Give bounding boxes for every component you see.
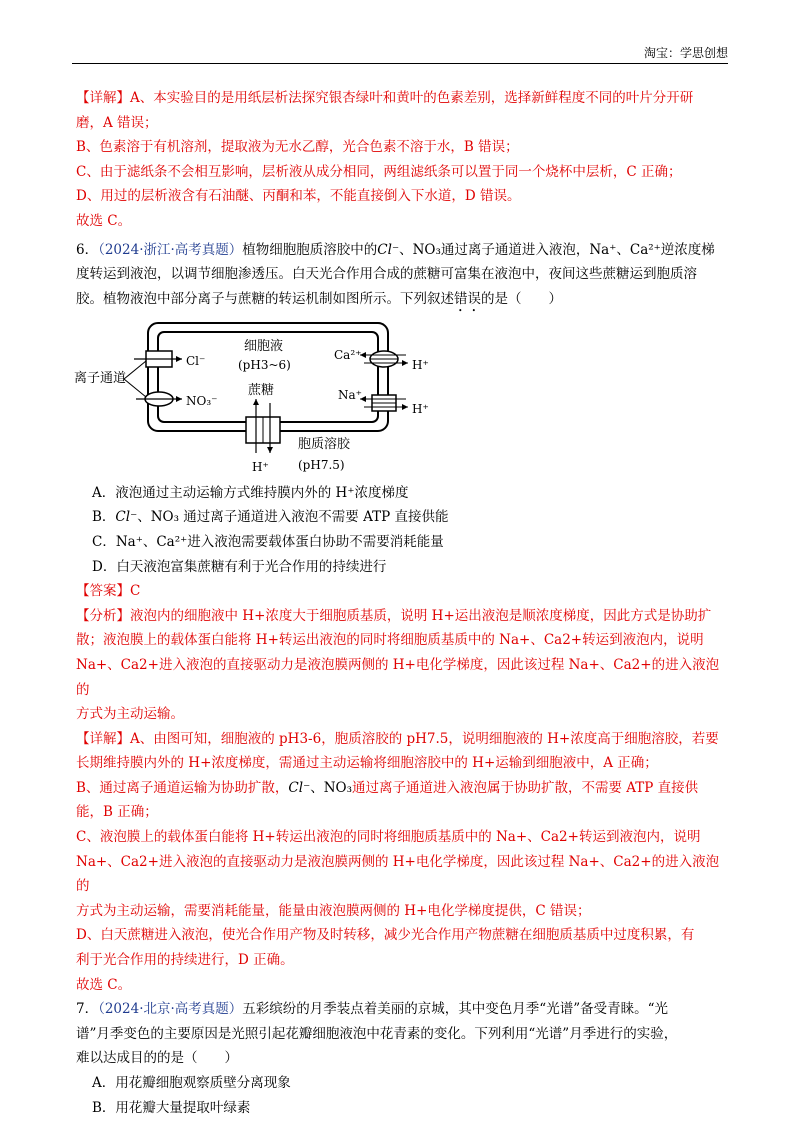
label-cl: Cl⁻ — [186, 353, 206, 368]
label-cytosol: 胞质溶胶 — [298, 436, 351, 452]
question-7: 7．（2024·北京·高考真题）五彩缤纷的月季装点着美丽的京城，其中变色月季“光谱”备受青睐。“光 谱”月季变色的主要原因是光照引起花瓣细胞液泡中花青素的变化。下列利用“光谱”月季进行的实验， 难以达成目的的是（ ） A．用花瓣细胞观察质壁分离现象 B．用花瓣大量提取叶绿素 — [76, 997, 726, 1120]
detail-tag: 【详解】 — [76, 90, 130, 106]
ca-antiporter — [360, 351, 408, 367]
q6-options — [76, 481, 726, 579]
q7-source: （2024·北京·高考真题） — [98, 1001, 243, 1018]
label-ca: Ca²⁺ — [334, 347, 362, 362]
diagram-svg — [76, 317, 736, 475]
header-divider — [72, 63, 728, 64]
q6-detail: 【详解】A、由图可知，细胞液的 pH3-6，胞质溶胶的 pH7.5，说明细胞液的 H+浓度高于细胞溶胶，若要 长期维持膜内外的 H+浓度梯度，需通过主动运输将细胞溶胶中的 H+运输到细胞液中，A 正确； B、通过离子通道运输为协助扩散，Cl⁻、NO₃通过离子通道进入液泡属于协助扩散，不需要 ATP 直接供 能，B 正确； C、液泡膜上的载体蛋白能将 H+转运出液泡的同时将细胞质基质中的 Na+、Ca2+转运到液泡内，说明 Na+、Ca2+进入液泡的直接驱动力是液泡膜两侧的 H+电化学梯度，因此该过程 Na+、Ca2+的进入液泡的 方式为主动运输，需要消耗能量，能量由液泡膜两侧的 H+电化学梯度提供，C 错误； D、白天蔗糖进入液泡，使光合作用产物及时转移，减少光合作用产物蔗糖在细胞质基质中过度积累，有 利于光合作用的持续进行，D 正确。 故选 C。 — [76, 730, 720, 993]
option-d[interactable]: D．白天液泡富集蔗糖有利于光合作用的持续进行 — [92, 558, 387, 575]
label-h-ca: H⁺ — [412, 357, 429, 372]
option-b[interactable]: B．Cl⁻、NO₃ 通过离子通道进入液泡不需要 ATP 直接供能 — [92, 509, 449, 526]
shop-label: 淘宝：学思创想 — [643, 46, 728, 60]
question-6: 6．（2024·浙江·高考真题）植物细胞胞质溶胶中的Cl⁻、NO₃通过离子通道进入液泡，Na⁺、Ca²⁺逆浓度梯 度转运到液泡，以调节细胞渗透压。白天光合作用合成的蔗糖可富集在液泡中，夜间这些蔗糖运到胞质溶 胶。植物液泡中部分离子与蔗糖的转运机制如图所示。下列叙述错误的是（ ） 细胞液 (pH3~6) 离子通道 Cl⁻ NO₃⁻ 蔗糖 Ca²⁺ Na⁺ H⁺ H⁺ H⁺ 胞质溶胶 (pH7.5) A．液泡通过主动运输方式维持膜内外的 H⁺浓度梯度 B．Cl⁻、NO₃ 通过离子通道进入液泡不需要 ATP 直接供能 C．Na⁺、Ca²⁺进入液泡需要载体蛋白协助不需要消耗能量 D．白天液泡富集蔗糖有利于光合作用的持续进行 【答案】C 【分析】液泡内的细胞液中 H+浓度大于细胞质基质，说明 H+运出液泡是顺浓度梯度，因此方式是协助扩 散；液泡膜上的载体蛋白能将 H+转运出液泡的同时将细胞质基质中的 Na+、Ca2+转运到液泡内，说明 Na+、Ca2+进入液泡的直接驱动力是液泡膜两侧的 H+电化学梯度，因此该过程 Na+、Ca2+的进入液泡的 方式为主动运输。 【详解】A、由图可知，细胞液的 pH3-6，胞质溶胶的 pH7.5，说明细胞液的 H+浓度高于细胞溶胶，若要 长期维持膜内外的 H+浓度梯度，需通过主动运输将细胞溶胶中的 H+运输到细胞液中，A 正确； B、通过离子通道运输为协助扩散，Cl⁻、NO₃通过离子通道进入液泡属于协助扩散，不需要 ATP 直接供 能，B 正确； C、液泡膜上的载体蛋白能将 H+转运出液泡的同时将细胞质基质中的 Na+、Ca2+转运到液泡内，说明 Na+、Ca2+进入液泡的直接驱动力是液泡膜两侧的 H+电化学梯度，因此该过程 Na+、Ca2+的进入液泡的 方式为主动运输，需要消耗能量，能量由液泡膜两侧的 H+电化学梯度提供，C 错误； D、白天蔗糖进入液泡，使光合作用产物及时转移，减少光合作用产物蔗糖在细胞质基质中过度积累，有 利于光合作用的持续进行，D 正确。 故选 C。 — [76, 238, 726, 998]
label-cytosol-ph: (pH7.5) — [298, 457, 345, 472]
previous-explanation: 【详解】A、本实验目的是用纸层析法探究银杏绿叶和黄叶的色素差别，选择新鲜程度不同的叶片分开研 磨，A 错误； B、色素溶于有机溶剂，提取液为无水乙醇，光合色素不溶于水，B 错误； C、由于滤纸条不会相互影响，层析液从成分相同，两组滤纸条可以置于同一个烧杯中层析，C 正确； D、用过的层析液含有石油醚、丙酮和苯，不能直接倒入下水道，D 错误。 故选 C。 — [76, 90, 694, 229]
label-vacuole: 细胞液 — [244, 338, 284, 354]
label-ion-channel: 离子通道 — [74, 370, 127, 386]
label-h-sucrose: H⁺ — [252, 459, 269, 474]
na-antiporter — [360, 395, 408, 411]
q6-source: （2024·浙江·高考真题） — [98, 241, 243, 258]
q7-option-b[interactable]: B．用花瓣大量提取叶绿素 — [92, 1099, 251, 1116]
sucrose-channel — [246, 399, 280, 453]
vacuole-transport-diagram — [76, 317, 736, 475]
option-a[interactable]: A．液泡通过主动运输方式维持膜内外的 H⁺浓度梯度 — [92, 484, 409, 501]
label-na: Na⁺ — [338, 387, 362, 402]
q7-option-a[interactable]: A．用花瓣细胞观察质壁分离现象 — [92, 1075, 291, 1091]
q6-stem: 6．（2024·浙江·高考真题）植物细胞胞质溶胶中的Cl⁻、NO₃通过离子通道进入液泡，Na⁺、Ca²⁺逆浓度梯 — [76, 241, 715, 258]
option-c[interactable]: C．Na⁺、Ca²⁺进入液泡需要载体蛋白协助不需要消耗能量 — [92, 533, 444, 550]
label-sucrose: 蔗糖 — [248, 382, 275, 398]
q6-answer: 【答案】C — [76, 583, 141, 600]
label-h-na: H⁺ — [412, 401, 429, 416]
label-no3: NO₃⁻ — [186, 393, 218, 408]
emphasis-wrong: 错误 — [454, 290, 481, 307]
q6-analysis: 【分析】液泡内的细胞液中 H+浓度大于细胞质基质，说明 H+运出液泡是顺浓度梯度，因此方式是协助扩 散；液泡膜上的载体蛋白能将 H+转运出液泡的同时将细胞质基质中的 Na+、Ca2+转运到液泡内，说明 Na+、Ca2+进入液泡的直接驱动力是液泡膜两侧的 H+电化学梯度，因此该过程 Na+、Ca2+的进入液泡的 方式为主动运输。 — [76, 607, 720, 723]
label-vacuole-ph: (pH3~6) — [238, 357, 291, 372]
document-body — [76, 86, 726, 1120]
